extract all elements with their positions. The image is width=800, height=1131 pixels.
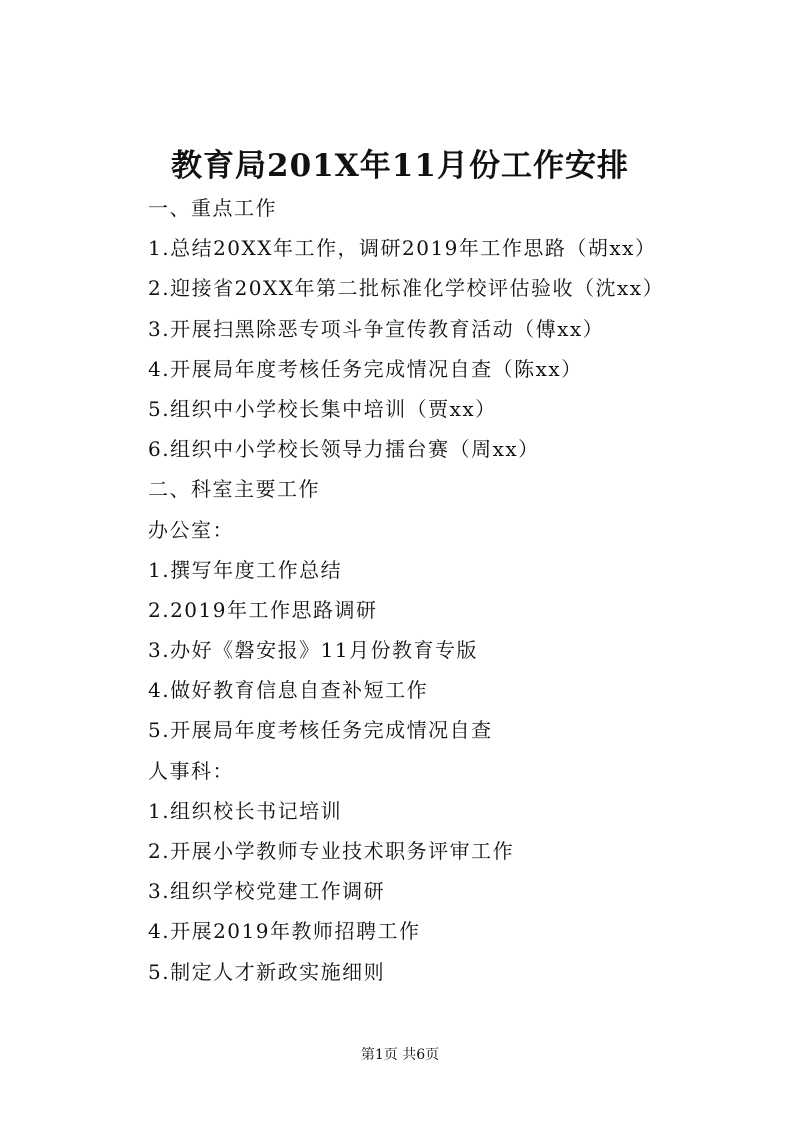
list-item: 3.办好《磐安报》11月份教育专版 xyxy=(148,638,479,663)
subsection-heading: 办公室： xyxy=(148,517,234,542)
list-item: 1.撰写年度工作总结 xyxy=(148,557,343,582)
list-item: 5.开展局年度考核任务完成情况自查 xyxy=(148,718,493,743)
subsection-heading: 人事科： xyxy=(148,758,234,783)
list-item: 5.组织中小学校长集中培训（贾xx） xyxy=(148,396,497,421)
page-number-footer: 第1页 共6页 xyxy=(360,1047,440,1063)
list-item: 3.开展扫黑除恶专项斗争宣传教育活动（傅xx） xyxy=(148,316,605,341)
document-body xyxy=(148,188,768,992)
list-item: 4.开展2019年教师招聘工作 xyxy=(148,919,421,944)
section-heading: 一、重点工作 xyxy=(148,196,277,220)
section-heading: 二、科室主要工作 xyxy=(148,477,320,502)
list-item: 4.开展局年度考核任务完成情况自查（陈xx） xyxy=(148,356,583,381)
list-item: 2.迎接省20XX年第二批标准化学校评估验收（沈xx） xyxy=(148,276,665,301)
list-item: 6.组织中小学校长领导力擂台赛（周xx） xyxy=(148,437,540,462)
list-item: 1.总结20XX年工作，调研2019年工作思路（胡xx） xyxy=(148,236,657,261)
list-item: 5.制定人才新政实施细则 xyxy=(148,959,386,984)
list-item: 3.组织学校党建工作调研 xyxy=(148,879,386,904)
list-item: 2.2019年工作思路调研 xyxy=(148,597,378,622)
list-item: 4.做好教育信息自查补短工作 xyxy=(148,678,429,703)
list-item: 2.开展小学教师专业技术职务评审工作 xyxy=(148,839,515,863)
document-title: 教育局201X年11月份工作安排 xyxy=(171,148,629,184)
list-item: 1.组织校长书记培训 xyxy=(148,798,343,823)
